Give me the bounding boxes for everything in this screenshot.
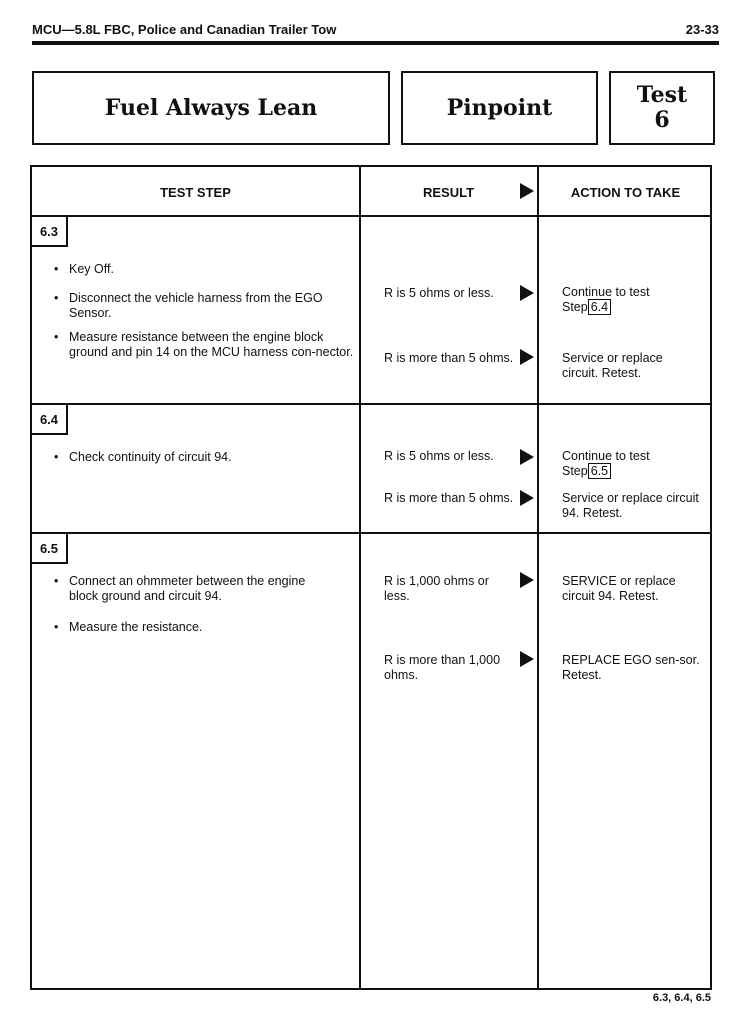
list-item: • Key Off. <box>54 262 364 277</box>
arrow-icon <box>520 449 534 465</box>
action-label: Continue to test Step <box>562 449 650 478</box>
arrow-icon <box>520 490 534 506</box>
list-item: • Measure resistance between the engine block ground and pin 14 on the MCU harness con-nector. <box>54 330 364 360</box>
title-box-main <box>32 71 390 145</box>
column-header-test-step: TEST STEP <box>160 184 231 200</box>
arrow-icon <box>520 183 534 199</box>
test-number: 6 <box>654 107 670 133</box>
action-text: Service or replace circuit. Retest. <box>562 351 663 380</box>
page-number: 23-33 <box>685 22 719 37</box>
action-text: REPLACE EGO sen-sor. Retest. <box>562 653 700 682</box>
arrow-icon <box>520 285 534 301</box>
pinpoint-test-table <box>30 165 712 990</box>
footer-step-list: 6.3, 6.4, 6.5 <box>652 992 711 1004</box>
action-text: Service or replace circuit 94. Retest. <box>562 491 699 520</box>
column-header-action: ACTION TO TAKE <box>570 184 681 200</box>
step-reference: 6.4 <box>588 299 611 315</box>
step-number: 6.5 <box>32 534 68 564</box>
column-header-result: RESULT <box>423 184 475 200</box>
row-divider <box>32 403 710 405</box>
arrow-icon <box>520 349 534 365</box>
action-text: SERVICE or replace circuit 94. Retest. <box>562 574 676 603</box>
result-text: R is more than 5 ohms. <box>384 491 514 505</box>
action-text <box>562 285 702 315</box>
result-text: R is more than 5 ohms. <box>384 351 514 365</box>
arrow-icon <box>520 651 534 667</box>
step-number: 6.3 <box>32 217 68 247</box>
step-number: 6.4 <box>32 405 68 435</box>
column-divider <box>537 167 539 988</box>
step-reference: 6.5 <box>588 463 611 479</box>
running-header-title: MCU—5.8L FBC, Police and Canadian Trailer Tow <box>32 22 337 37</box>
list-item: • Connect an ohmmeter between the engine block ground and circuit 94. <box>54 574 314 604</box>
title-box-pinpoint <box>401 71 598 145</box>
row-divider <box>32 532 710 534</box>
list-item: • Disconnect the vehicle harness from the EGO Sensor. <box>54 291 364 321</box>
action-label: Continue to test Step <box>562 285 650 314</box>
list-item: • Measure the resistance. <box>54 620 364 635</box>
arrow-icon <box>520 572 534 588</box>
result-text: R is 5 ohms or less. <box>384 449 494 463</box>
result-text: R is more than 1,000 ohms. <box>384 653 501 682</box>
result-text: R is 1,000 ohms or less. <box>384 574 489 603</box>
test-label: Test <box>636 82 688 108</box>
action-text <box>562 449 702 479</box>
title-text: Fuel Always Lean <box>104 95 318 121</box>
list-item: • Check continuity of circuit 94. <box>54 450 364 465</box>
result-text: R is 5 ohms or less. <box>384 286 494 300</box>
pinpoint-text: Pinpoint <box>446 95 553 121</box>
header-rule <box>32 41 719 45</box>
title-box-test <box>609 71 715 145</box>
